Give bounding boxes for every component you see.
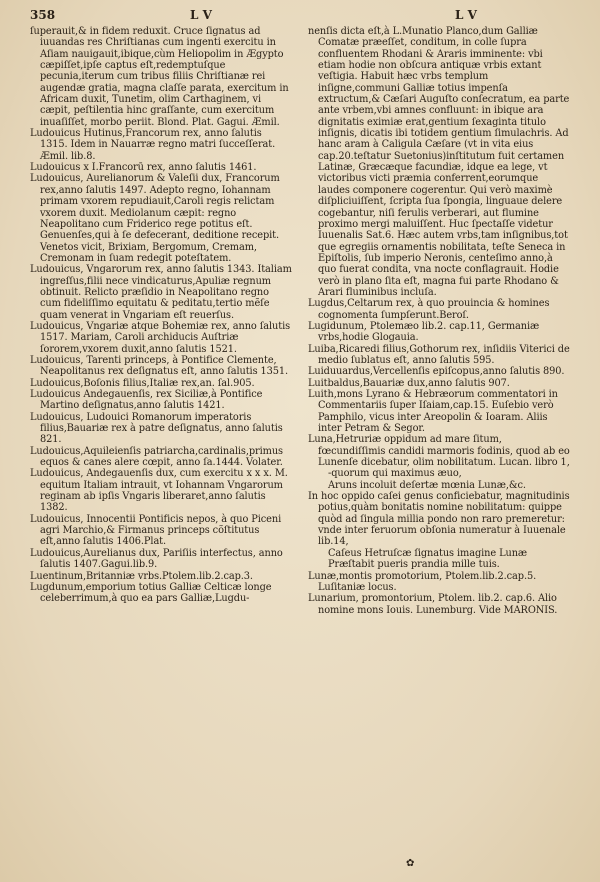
entry-lunae-montis: Lunæ,montis promotorium, Ptolem.lib.2.cap.5. Luſitaniæ locus. [308, 570, 537, 593]
entry-ludouicus-aquileiensis: Ludouicus,Aquileienſis patriarcha,cardinalis,primus equos & canes alere cœpit, anno ſa.1444. Volater. [30, 445, 283, 469]
entry-luiba: Luiba,Ricaredi filius,Gothorum rex, inſidiis Viterici de medio ſublatus eſt, anno ſalutis 595. [308, 343, 570, 366]
entry-luna: Luna,Hetruriæ oppidum ad mare ſitum, fœcundiſſimis candidi marmoris fodinis, quod ab eo Lunenſe dicebatur, olim nobilitatum. Lucan. libro 1, [308, 434, 570, 469]
entry-ludouicus-innocentii: Ludouicus, Innocentii Pontificis nepos, à quo Piceni agri Marchio,& Firmanus princeps cõſtitutus eſt,anno ſalutis 1406.Plat. [30, 513, 282, 548]
entry-ludouicus-aurelianus-dux: Ludouicus,Aurelianus dux, Pariſiis interfectus, anno ſalutis 1407.Gagui.lib.9. [30, 547, 283, 571]
entry-ludouicus-xi: Ludouicus x I.Francorū rex, anno ſalutis 1461. [30, 162, 257, 174]
entry-ludouicus-andegauensis-rex: Ludouicus Andegauenſis, rex Siciliæ,à Pontifice Martino deſignatus,anno ſalutis 1421. [30, 389, 263, 412]
entry-ludouicus-tarenti: Ludouicus, Tarenti princeps, à Pontifice Clemente, Neapolitanus rex deſignatus eſt, anno ſalutis 1351. [30, 354, 289, 378]
entry-ludouicus-bohemiae: Ludouicus, Vngariæ atque Bohemiæ rex, anno ſalutis 1517. Mariam, Caroli archiducis Auſtriæ ſororem,vxorem duxit,anno ſalutis 1521. [30, 320, 291, 355]
entry-luith: Luith,mons Lyrano & Hebræorum commentatori in Commentariis ſuper Iſaiam,cap.15. Euſebio verò Pamphilo, vicus inter Areopolin & Ioaram. Aliis inter Petram & Segor. [308, 389, 558, 435]
entry-lugdus: Lugdus,Celtarum rex, à quo prouincia & homines cognomenta ſumpſerunt.Beroſ. [308, 298, 550, 321]
entry-lugdunum: Lugdunum,emporium totius Galliæ Celticæ longe celeberrimum,à quo ea pars Galliæ,Lugdu- [30, 581, 272, 605]
entry-luna-caseus: In hoc oppido caſei genus conficiebatur, magnitudinis potius,quàm bonitatis nomine nobilitatum: quippe quòd ad ſingula millia pondo non raro premeretur: vnde inter feruorum obſonia numeratur à Iuuenale lib.14, [308, 491, 570, 548]
entry-luitbaldus: Luitbaldus,Bauariæ dux,anno ſalutis 907. [308, 377, 510, 389]
header-letters-left: L V [190, 8, 212, 22]
header-letters-right: L V [455, 8, 477, 22]
entry-ludouicus-aurelianorum: Ludouicus, Aurelianorum & Valeſii dux, Francorum rex,anno ſalutis 1497. Adepto regno, Iohannam primam vxorem repudiauit,Caroli regis relictam vxorem duxit. Mediolanum cæpit: regno Neapolitano cum Friderico rege potitus eſt. Genuenſes,qui à ſe defecerant, deditione recepit. Venetos vicit, Brixiam, Bergomum, Cremam, Cremonam in ſuam redegit poteſtatem. [30, 173, 280, 264]
page-number: 358 [30, 8, 56, 22]
running-header [30, 8, 560, 26]
signature-mark: ✿ [406, 858, 415, 869]
entry-lunarium: Lunarium, promontorium, Ptolem. lib.2. cap.6. Alio nomine mons Iouis. Lunemburg. Vide MARONIS. [308, 593, 558, 616]
verse-line: -quorum qui maximus æuo, [328, 468, 462, 480]
entry-lugidunum: Lugidunum, Ptolemæo lib.2. cap.11, Germaniæ vrbs,hodie Glogauia. [308, 320, 540, 344]
left-column [30, 26, 292, 605]
entry-ludouicus-bauariae: Ludouicus, Ludouici Romanorum imperatoris filius,Bauariæ rex à patre deſignatus, anno ſalutis 821. [30, 411, 283, 446]
entry-luentinum: Luentinum,Britanniæ vrbs.Ptolem.lib.2.cap.3. [30, 570, 253, 582]
entry-ludouicus-bosonis: Ludouicus,Boſonis filius,Italiæ rex,an. ſal.905. [30, 377, 255, 389]
entry-luiduuardus: Luiduuardus,Vercellenſis epiſcopus,anno ſalutis 890. [308, 366, 565, 378]
entry-ludouicus-vngarorum: Ludouicus, Vngarorum rex, anno ſalutis 1343. Italiam ingreſſus,filii nece vindicaturus,Apuliæ regnum obtinuit. Relicto præſidio in Neapolitano regno cum fideliſſimo equitatu & peditatu,tertio mẽſe quam venerat in Vngariam eſt reuerſus. [30, 264, 292, 321]
verse-line: Caſeus Hetruſcæ ſignatus imagine Lunæ [328, 547, 528, 559]
entry-lugdunum-continued: nenſis dicta eſt,à L.Munatio Planco,dum Galliæ Comatæ præeſſet, conditum, in colle ſupra confluentem Rhodani & Araris imminente: vbi etiam hodie non obſcura antiquæ vrbis extant veſtigia. Habuit hæc vrbs templum inſigne,communi Galliæ totius impenſa extructum,& Cæſari Auguſto conſecratum, ea parte ante vrbem,vbi amnes confluunt: in ibique ara dignitatis eximiæ erat,gentium ſexaginta titulo inſignis, dicatis ibi totidem gentium ſimulachris. Ad hanc aram à Caligula Cæſare (vt in vita eius cap.20.teſtatur Suetonius)inſtitutum fuit certamen Latinæ, Græcæque facundiæ, idque ea lege, vt victoribus victi præmia conferrent,eorumque laudes componere cogerentur. Qui verò maximè diſpliciuiſſent, ſcripta ſua ſpongia, linguaue delere cogebantur, niſi ferulis verberari, aut flumine proximo mergi maluiſſent. Huc ſpectaſſe videtur Iuuenalis Sat.6. Hæc autem vrbs,tam inſignibus,tot que egregiis ornamentis nobilitata, teſte Seneca in Epiſtolis, ſub imperio Neronis, centeſimo anno,à quo fuerat condita, vna nocte conflagrauit. Hodie verò in plano ſita eſt, magna fui parte Rhodano & Arari fluminibus incluſa. [308, 26, 570, 298]
verse-line: Præſtabit pueris prandia mille tuis. [328, 559, 500, 571]
right-column [308, 26, 570, 616]
entry-ludouicus-sanctus-continued: ſuperauit,& in fidem reduxit. Cruce ſignatus ad iuuandas res Chriſtianas cum ingenti exercitu in Aſiam nauigauit,ibique,cùm Heliopolim in Ægypto cæpiſſet,ipſe captus eſt,redemptuſque pecunia,iterum cum tribus filiis Chriſtianæ rei augendæ gratia, magna claſſe parata, exercitum in Africam duxit, Tunetim, olim Carthaginem, vi cæpit, peſtilentia hinc graſſante, cum exercitum inuaſiſſet, morbo periit. Blond. Plat. Gagui. Æmil. [30, 26, 289, 128]
verse-line: Aruns incoluit deſertæ mœnia Lunæ,&c. [328, 479, 526, 491]
entry-ludouicus-hutinus: Ludouicus Hutinus,Francorum rex, anno ſalutis 1315. Idem in Nauarræ regno matri ſucceſſerat. Æmil. lib.8. [30, 128, 276, 162]
entry-ludouicus-andegauensis-dux: Ludouicus, Andegauenſis dux, cum exercitu x x x. M. equitum Italiam intrauit, vt Iohannam Vngarorum reginam ab ipſis Vngaris liberaret,anno ſalutis 1382. [30, 468, 288, 514]
